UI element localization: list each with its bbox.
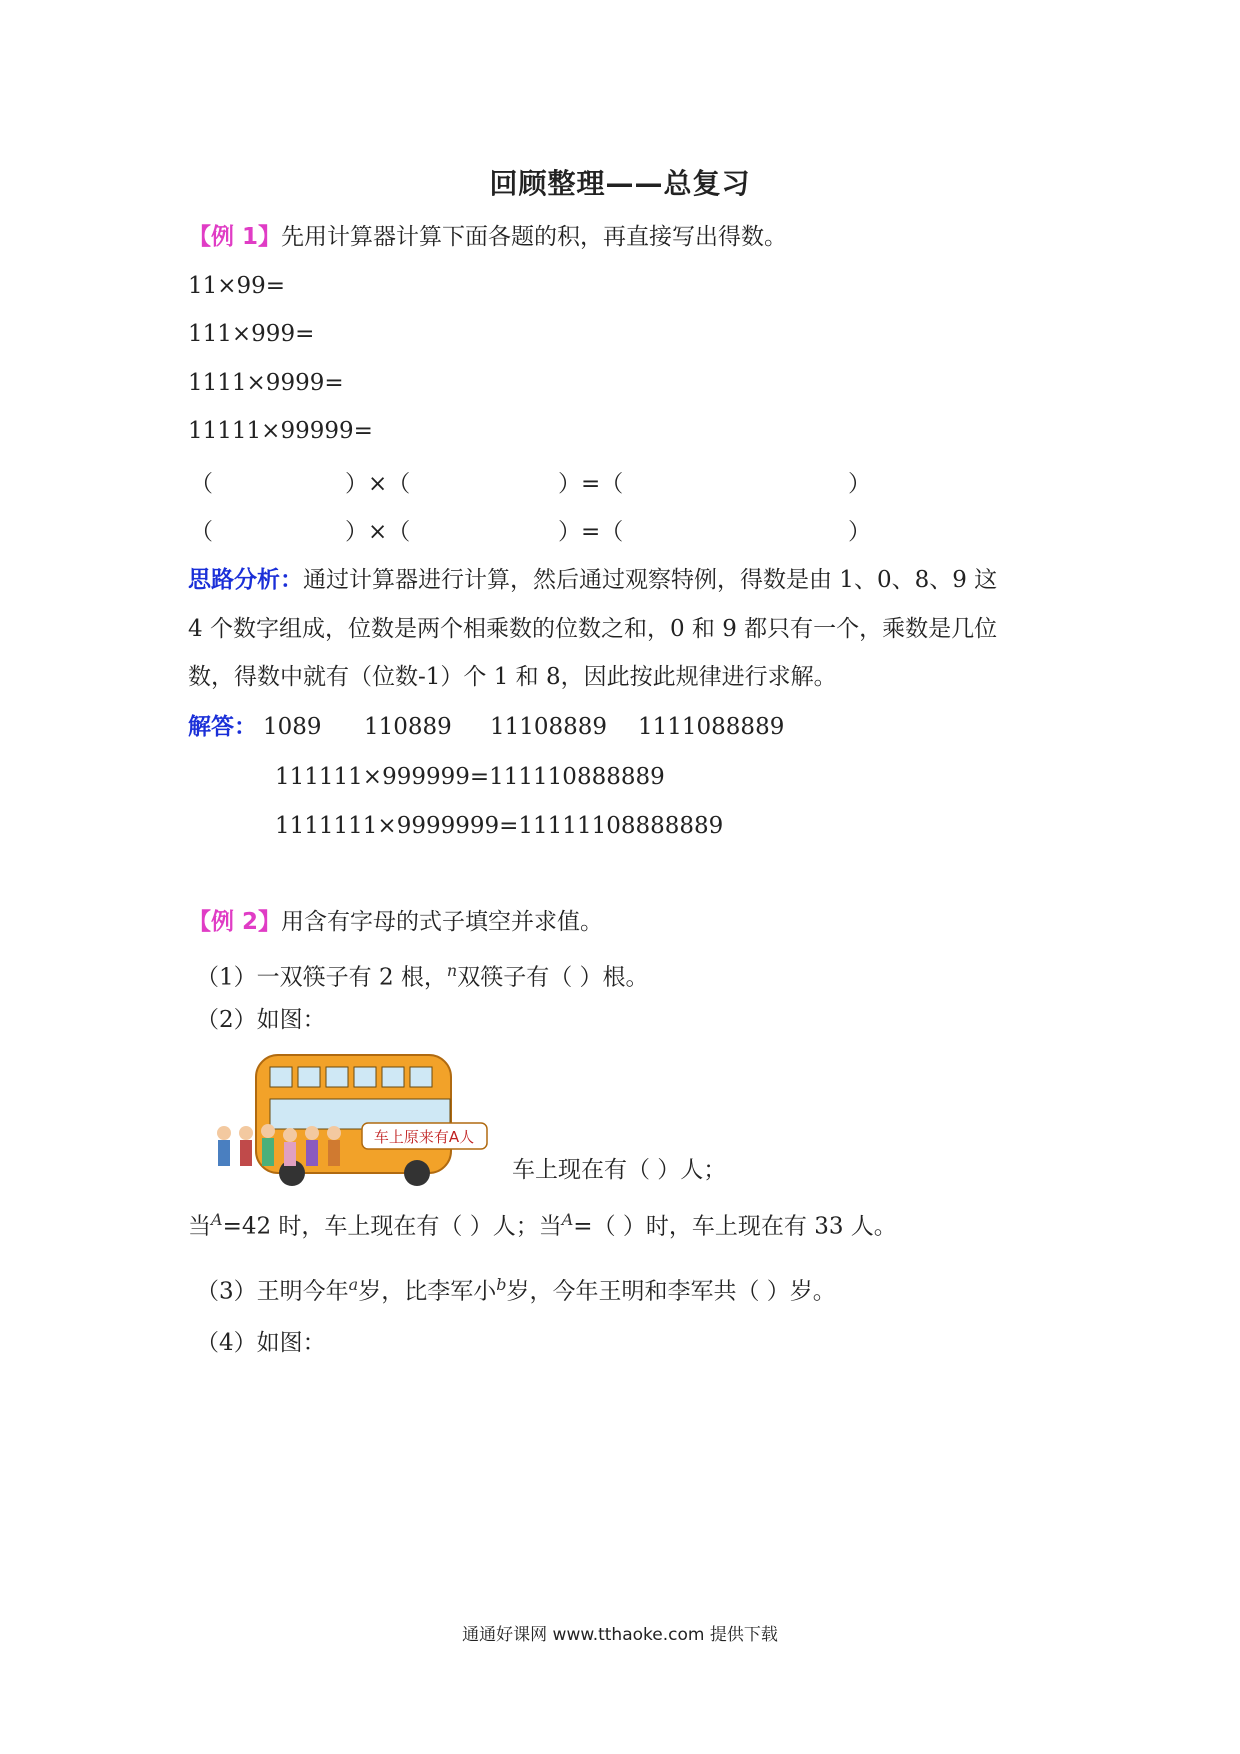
bus-window	[270, 1067, 292, 1087]
answer-2: 110889	[364, 714, 452, 740]
bus-sign-text: 车上原来有A人	[373, 1128, 475, 1146]
page-footer: 通通好课网 www.tthaoke.com 提供下载	[462, 1625, 778, 1645]
question-3: （3）王明今年$^a$岁，比李军小$^b$岁，今年王明和李军共（ ）岁。	[196, 1275, 836, 1305]
equation-1: 11×99=	[188, 273, 286, 299]
variable-A: A	[561, 1210, 574, 1229]
equation-3: 1111×9999=	[188, 370, 344, 396]
blank-open: （	[190, 519, 213, 545]
analysis-text-1: 通过计算器进行计算，然后通过观察特例，得数是由 1、0、8、9 这	[303, 567, 998, 593]
blank-row-1	[0, 465, 1240, 495]
analysis-line-2: 4 个数字组成，位数是两个相乘数的位数之和，0 和 9 都只有一个，乘数是几位	[188, 616, 998, 642]
answer-line	[188, 712, 1088, 742]
equation-2: 111×999=	[188, 321, 315, 347]
example2-prompt: 用含有字母的式子填空并求值。	[281, 909, 604, 935]
blank-equals: ）=（	[558, 519, 624, 545]
question-4-intro: （4）如图：	[196, 1330, 326, 1356]
blank-equals: ）=（	[558, 471, 624, 497]
answer-line-3: 1111111×9999999=11111108888889	[275, 813, 724, 839]
variable-n: n	[446, 961, 458, 980]
example1-prompt: 先用计算器计算下面各题的积，再直接写出得数。	[281, 224, 788, 250]
question-2-line-2: 当$^A$=42 时，车上现在有（ ）人；当$^A$=（ ）时，车上现在有 33 人。	[188, 1210, 897, 1240]
example2-prompt-line	[188, 907, 603, 937]
answer-4: 1111088889	[638, 714, 785, 740]
blank-close: ）	[848, 471, 871, 497]
bus-window	[298, 1067, 320, 1087]
question-2-intro: （2）如图：	[196, 1007, 326, 1033]
page-title: 回顾整理——总复习	[489, 167, 751, 200]
example1-prompt-line	[188, 222, 787, 252]
blank-open: （	[190, 471, 213, 497]
bus-window	[354, 1067, 376, 1087]
bus-illustration	[212, 1045, 517, 1190]
analysis-line-3: 数，得数中就有（位数-1）个 1 和 8，因此按此规律进行求解。	[188, 664, 837, 690]
answer-label: 解答：	[188, 714, 257, 740]
question-2-line-1: 车上现在有（ ）人；	[512, 1157, 727, 1183]
blank-times: ）×（	[345, 519, 411, 545]
variable-b: b	[496, 1275, 507, 1294]
bus-wheel	[404, 1160, 430, 1186]
answer-3: 11108889	[490, 714, 608, 740]
variable-A: A	[211, 1210, 223, 1229]
equation-4: 11111×99999=	[188, 418, 373, 444]
answer-line-2: 111111×999999=111110888889	[275, 764, 665, 790]
example2-label: 【例 2】	[188, 909, 282, 935]
bus-window	[410, 1067, 432, 1087]
answer-1: 1089	[263, 714, 322, 740]
question-1: （1）一双筷子有 2 根，$^n$双筷子有（ ）根。	[196, 961, 649, 991]
bus-window	[326, 1067, 348, 1087]
blank-close: ）	[848, 519, 871, 545]
analysis-label: 思路分析：	[188, 567, 303, 593]
blank-times: ）×（	[345, 471, 411, 497]
example1-label: 【例 1】	[188, 224, 282, 250]
variable-a: a	[348, 1275, 359, 1294]
blank-row-2	[0, 513, 1240, 543]
analysis-line-1	[188, 565, 997, 595]
bus-window	[382, 1067, 404, 1087]
